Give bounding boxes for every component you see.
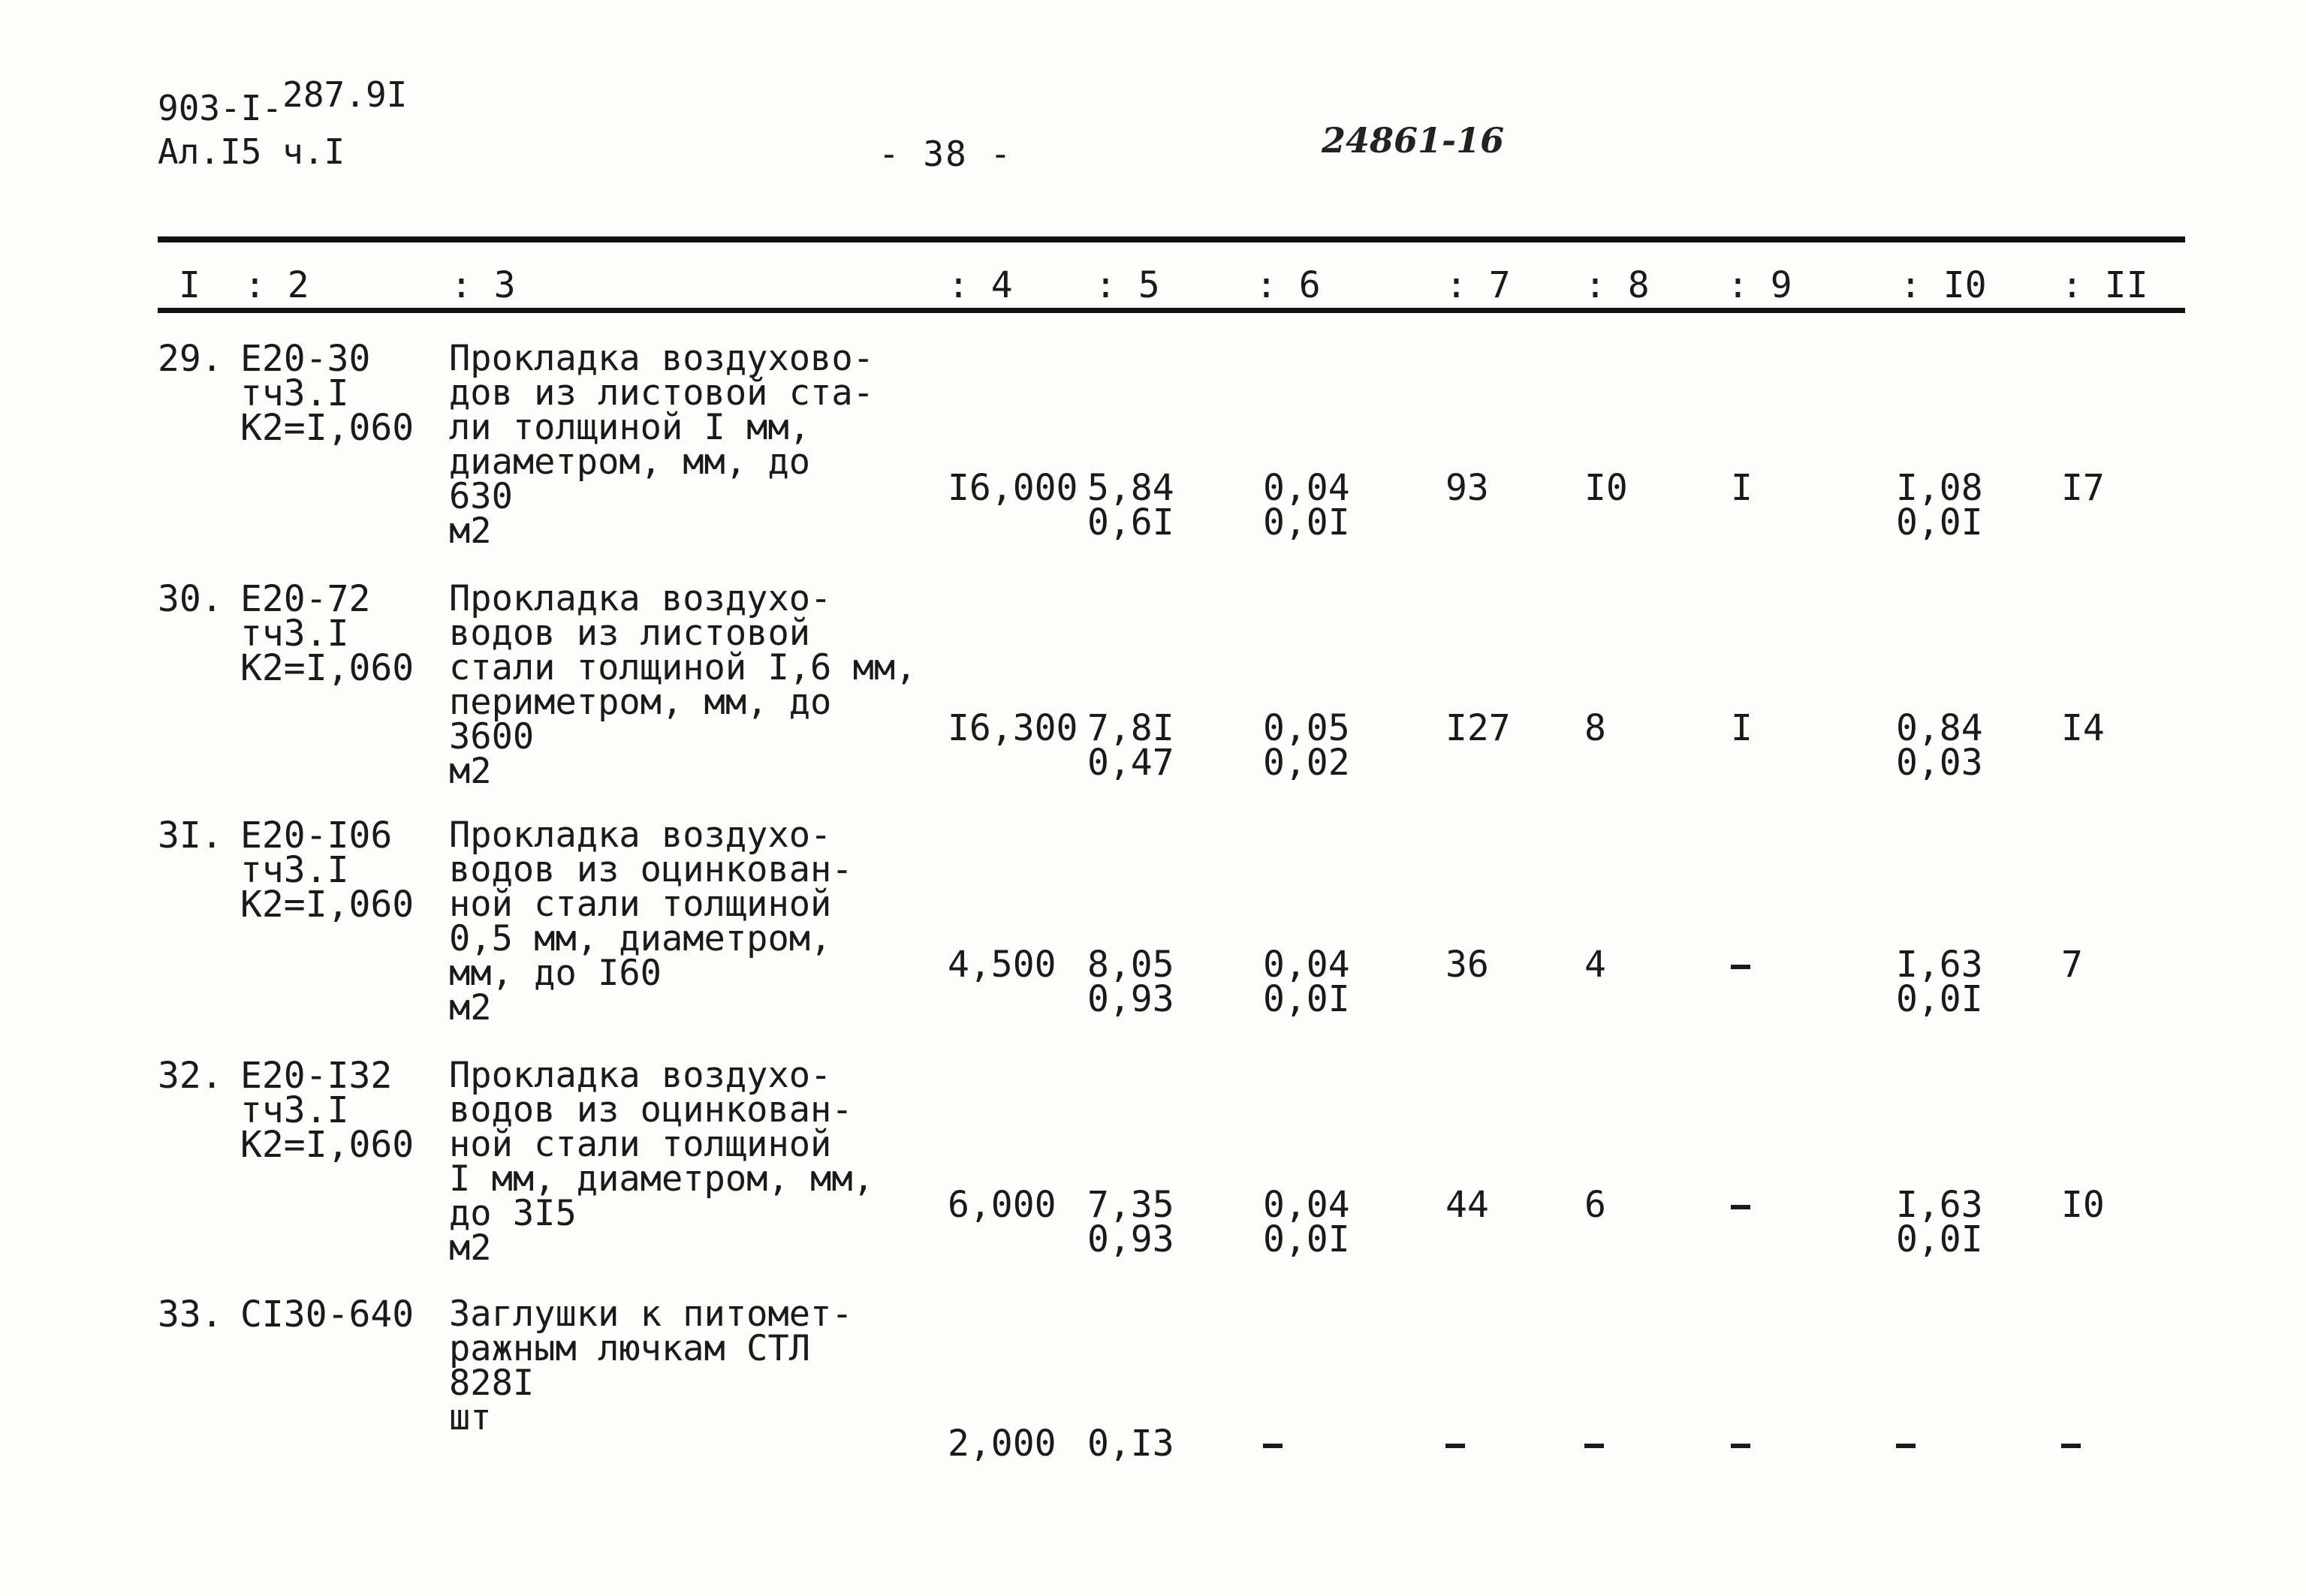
value-col-7 — [1445, 1426, 1465, 1461]
top-rule — [158, 236, 2185, 242]
header-rule — [158, 308, 2185, 313]
row-description-line: водов из оцинкован- — [449, 1089, 853, 1131]
row-description-line: дов из листовой ста- — [449, 372, 874, 414]
row-description-line: ной стали толщиной — [449, 884, 832, 925]
row-description-line: периметром, мм, до — [449, 682, 832, 723]
row-code-line: CI30-640 — [240, 1293, 414, 1336]
dash-mark — [1584, 1444, 1604, 1448]
row-description-line: Прокладка воздухо- — [449, 1055, 832, 1096]
col-header-8: : 8 — [1584, 264, 1650, 306]
value-col-5-sub: 0,93 — [1087, 1218, 1174, 1260]
value-col-11: I0 — [2061, 1184, 2105, 1226]
page-number: - 38 - — [879, 134, 1013, 174]
value-col-5: 0,I3 — [1087, 1423, 1174, 1465]
row-description-line: шт — [449, 1397, 492, 1438]
row-description-line: м2 — [449, 510, 492, 552]
value-col-9: I — [1731, 707, 1753, 749]
value-col-10: I,63 — [1896, 944, 1983, 986]
row-description-line: м2 — [449, 987, 492, 1028]
row-code-line: E20-I06 — [240, 815, 393, 857]
value-col-10: 0,84 — [1896, 707, 1983, 749]
value-col-7: I27 — [1445, 707, 1511, 749]
row-code-line: тч3.I — [240, 372, 349, 414]
value-col-11: I7 — [2061, 467, 2105, 509]
value-col-6-sub: 0,0I — [1263, 978, 1350, 1020]
row-number: 3I. — [158, 815, 223, 857]
value-col-7: 93 — [1445, 467, 1489, 509]
row-description-line: Прокладка воздухово- — [449, 338, 874, 379]
dash-mark — [1263, 1444, 1283, 1448]
row-code-line: тч3.I — [240, 1089, 349, 1131]
row-description-line: ражным лючкам СТЛ — [449, 1328, 811, 1369]
row-description-line: Заглушки к питомет- — [449, 1293, 853, 1335]
dash-mark — [2061, 1444, 2081, 1448]
value-col-5: 5,84 — [1087, 467, 1174, 509]
col-header-11: : II — [2061, 264, 2148, 306]
row-description-line: ной стали толщиной — [449, 1124, 832, 1165]
row-code-line: К2=I,060 — [240, 647, 414, 689]
value-col-6-sub: 0,0I — [1263, 501, 1350, 544]
value-col-4: I6,000 — [948, 467, 1078, 509]
value-col-5: 7,8I — [1087, 707, 1174, 749]
value-col-8: 4 — [1584, 944, 1606, 986]
value-col-6-sub: 0,02 — [1263, 742, 1350, 784]
doc-code-main: 903-I- — [158, 88, 283, 128]
row-number: 33. — [158, 1293, 223, 1336]
row-description-line: 828I — [449, 1363, 535, 1404]
col-header-1: I — [179, 264, 200, 306]
row-description-line: 3600 — [449, 716, 535, 757]
row-description-line: Прокладка воздухо- — [449, 578, 832, 619]
value-col-10-sub: 0,0I — [1896, 1218, 1983, 1260]
handwritten-stamp: 24861-16 — [1322, 120, 1505, 161]
value-col-10-sub: 0,0I — [1896, 978, 1983, 1020]
row-code-line: E20-I32 — [240, 1055, 393, 1097]
row-number: 32. — [158, 1055, 223, 1097]
value-col-6 — [1263, 1426, 1283, 1461]
value-col-4: 6,000 — [948, 1184, 1057, 1226]
value-col-4: 2,000 — [948, 1423, 1057, 1465]
row-description-line: водов из листовой — [449, 613, 811, 654]
row-description-line: м2 — [449, 751, 492, 792]
value-col-8: 6 — [1584, 1184, 1606, 1226]
value-col-5-sub: 0,47 — [1087, 742, 1174, 784]
row-description-line: Прокладка воздухо- — [449, 815, 832, 856]
value-col-6-sub: 0,0I — [1263, 1218, 1350, 1260]
row-code-line: E20-72 — [240, 578, 371, 620]
row-code-line: К2=I,060 — [240, 407, 414, 449]
row-number: 30. — [158, 578, 223, 620]
row-description-line: мм, до I60 — [449, 953, 662, 994]
value-col-11 — [2061, 1426, 2081, 1461]
col-header-7: : 7 — [1445, 264, 1511, 306]
dash-mark — [1731, 1205, 1750, 1209]
col-header-6: : 6 — [1255, 264, 1321, 306]
value-col-10 — [1896, 1426, 1916, 1461]
col-header-4: : 4 — [948, 264, 1013, 306]
value-col-11: 7 — [2061, 944, 2083, 986]
value-col-5: 7,35 — [1087, 1184, 1174, 1226]
value-col-6: 0,04 — [1263, 1184, 1350, 1226]
value-col-10: I,63 — [1896, 1184, 1983, 1226]
value-col-6: 0,04 — [1263, 467, 1350, 509]
row-description-line: стали толщиной I,6 мм, — [449, 647, 917, 688]
value-col-5-sub: 0,6I — [1087, 501, 1174, 544]
value-col-6: 0,05 — [1263, 707, 1350, 749]
album-label: Ал.I5 ч.I — [158, 131, 345, 172]
row-description-line: до 3I5 — [449, 1193, 577, 1234]
row-code-line: тч3.I — [240, 849, 349, 891]
value-col-9 — [1731, 947, 1750, 982]
col-header-2: : 2 — [244, 264, 309, 306]
row-number: 29. — [158, 338, 223, 380]
row-code-line: E20-30 — [240, 338, 371, 380]
col-header-3: : 3 — [451, 264, 516, 306]
value-col-4: I6,300 — [948, 707, 1078, 749]
value-col-8: I0 — [1584, 467, 1628, 509]
doc-code-sup: 287.9I — [282, 74, 408, 115]
row-code-line: К2=I,060 — [240, 884, 414, 926]
value-col-11: I4 — [2061, 707, 2105, 749]
col-header-10: : I0 — [1900, 264, 1987, 306]
row-description-line: I мм, диаметром, мм, — [449, 1158, 874, 1200]
dash-mark — [1731, 1444, 1750, 1448]
row-description-line: м2 — [449, 1227, 492, 1269]
value-col-10-sub: 0,03 — [1896, 742, 1983, 784]
value-col-10: I,08 — [1896, 467, 1983, 509]
row-description-line: 630 — [449, 476, 513, 517]
col-header-9: : 9 — [1727, 264, 1792, 306]
row-description-line: водов из оцинкован- — [449, 849, 853, 890]
value-col-9: I — [1731, 467, 1753, 509]
doc-code — [158, 74, 408, 128]
row-description-line: диаметром, мм, до — [449, 441, 811, 483]
value-col-7: 36 — [1445, 944, 1489, 986]
value-col-5-sub: 0,93 — [1087, 978, 1174, 1020]
value-col-9 — [1731, 1188, 1750, 1222]
value-col-9 — [1731, 1426, 1750, 1461]
col-header-5: : 5 — [1095, 264, 1160, 306]
dash-mark — [1896, 1444, 1916, 1448]
value-col-7: 44 — [1445, 1184, 1489, 1226]
row-code-line: К2=I,060 — [240, 1124, 414, 1166]
value-col-10-sub: 0,0I — [1896, 501, 1983, 544]
value-col-8 — [1584, 1426, 1604, 1461]
value-col-4: 4,500 — [948, 944, 1057, 986]
dash-mark — [1731, 965, 1750, 969]
dash-mark — [1445, 1444, 1465, 1448]
row-description-line: ли толщиной I мм, — [449, 407, 811, 448]
value-col-6: 0,04 — [1263, 944, 1350, 986]
row-code-line: тч3.I — [240, 613, 349, 655]
value-col-8: 8 — [1584, 707, 1606, 749]
value-col-5: 8,05 — [1087, 944, 1174, 986]
row-description-line: 0,5 мм, диаметром, — [449, 918, 832, 959]
